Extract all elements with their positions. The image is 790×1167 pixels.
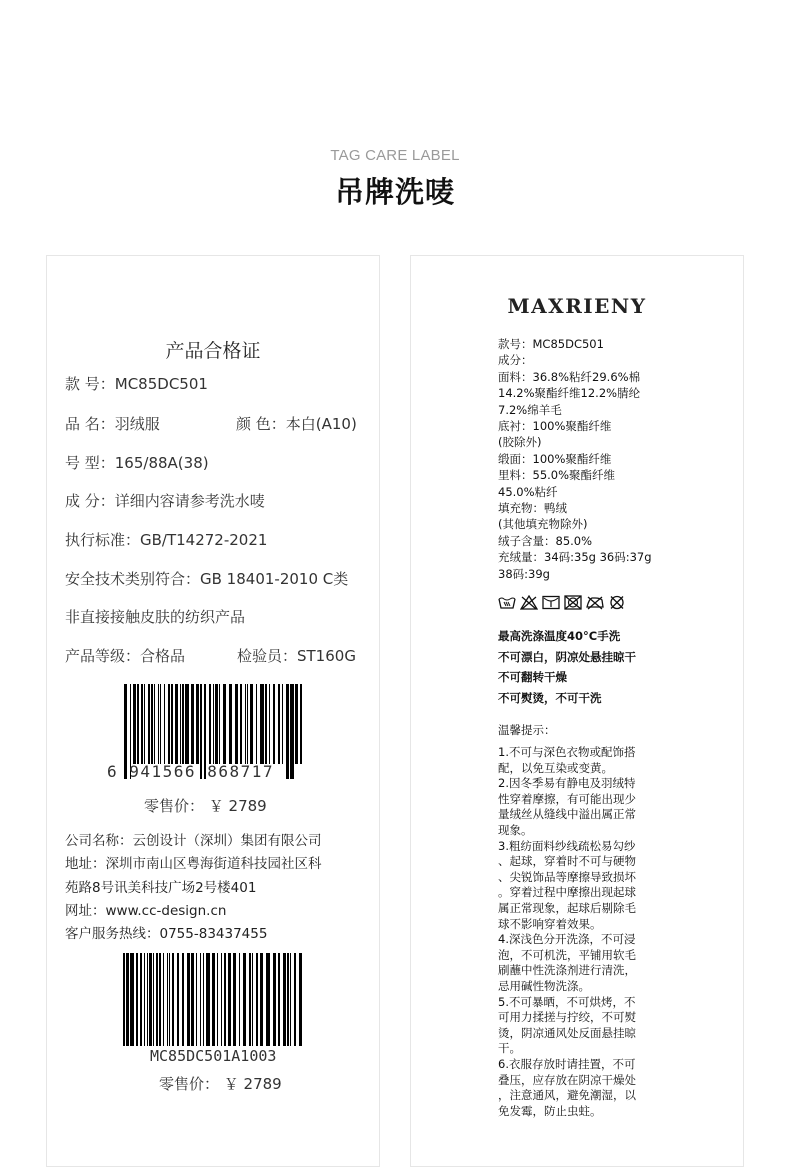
composition-line: 成分： [498,353,533,368]
tip-line: 。穿着过程中摩擦出现起球 [498,885,636,900]
hang-dry-icon [542,595,560,610]
barcode-bar [191,684,194,764]
inspector: 检验员：ST160G [237,647,356,665]
tip-line: 可用力揉搓与拧绞，不可熨 [498,1010,636,1025]
barcode-bar [273,953,276,1046]
tip-line: 刷蘸中性洗涤剂进行清洗， [498,963,636,978]
barcode-bar [256,953,258,1046]
tip-line: 球不影响穿着效果。 [498,916,602,931]
no-tumble-dry-icon [564,595,582,610]
no-iron-icon [586,595,604,610]
barcode-bar [250,684,253,764]
barcode-bar [141,684,143,764]
tip-line: 4.深浅色分开洗涤，不可浸 [498,932,636,947]
barcode-bar [151,684,153,764]
barcode-bar [159,953,161,1046]
barcode-sku-text: MC85DC501A1003 [150,1047,277,1065]
barcode-bar [158,684,159,764]
care-instruction-line: 最高洗涤温度40°C手洗 [498,629,621,643]
composition-line: 面料：36.8%粘纤29.6%棉 [498,369,641,384]
barcode-bar [240,684,242,764]
barcode-bar [153,953,154,1046]
barcode-bar [209,684,211,764]
barcode-bar [229,684,232,764]
barcode-bar [260,684,264,764]
composition-line: 38码:39g [498,566,550,581]
barcode-bar [126,953,129,1046]
care-instruction-line: 不可翻转干燥 [498,670,567,684]
barcode-bar [187,953,190,1046]
barcode-bar [290,684,294,779]
tip-line: 烫，阴凉通风处反面悬挂晾 [498,1025,636,1040]
retail-price: 零售价： ￥ 2789 [144,797,267,815]
composition-line: 填充物：鸭绒 [498,501,567,515]
barcode-bar [278,953,280,1046]
care-instruction-line: 不可漂白，阴凉处悬挂晾干 [498,649,636,664]
barcode-bar [287,953,289,1046]
barcode-bar [164,684,165,764]
product-size: 号 型：165/88A(38) [65,454,209,472]
barcode-bar [206,953,210,1046]
tip-line: 性穿着摩擦，有可能出现少 [498,791,636,806]
retail-price-bottom: 零售价： ￥ 2789 [159,1075,282,1093]
barcode-bar [300,684,302,764]
barcode-bar [233,953,236,1046]
barcode-bar [203,953,204,1046]
tip-line: 属正常现象，起球后剔除毛 [498,901,636,915]
brand-logo: MAXRIENY [507,294,647,318]
company-address: 地址：深圳市南山区粤海街道科技园社区科 [65,856,322,872]
tip-line: 1.不可与深色衣物或配饰搭 [498,745,636,759]
tip-line: 3.粗纺面料纱线疏松易勾纱 [498,838,636,853]
tip-line: 2.因冬季易有静电及羽绒特 [498,776,636,791]
barcode-bar [217,953,218,1046]
product-composition: 成 分：详细内容请参考洗水唛 [65,492,265,510]
tip-line: 泡，不可机洗，平铺用软毛 [498,947,636,962]
barcode-bar [252,953,253,1046]
hand-wash-icon [498,595,516,610]
barcode-bar [163,953,164,1046]
barcode-bar [140,953,142,1046]
page-title: 吊牌洗唛 [334,175,455,209]
certificate-title: 产品合格证 [165,340,261,362]
barcode-bar [256,684,257,764]
barcode-bar [171,684,173,764]
composition-line: 绒子含量：85.0% [498,533,593,548]
barcode-bar [223,684,226,764]
barcode-bar [200,953,201,1046]
barcode-bar [286,684,289,779]
barcode-bar [182,684,184,764]
header-subtitle: TAG CARE LABEL [330,147,460,164]
barcode-bar [295,684,298,764]
barcode-bar [147,953,148,1046]
barcode-bar [175,684,178,764]
barcode-bar [219,684,220,764]
composition-line: (其他填充物除外) [498,517,588,532]
barcode-bar [191,953,194,1046]
barcode-bar [299,953,302,1046]
barcode-sku [123,953,305,1046]
composition-line: 充绒量：34码:35g 36码:37g [498,550,652,565]
composition-line: 缎面：100%聚酯纤维 [498,451,612,466]
barcode-bar [245,684,246,764]
barcode-bar [196,684,199,764]
barcode-bar [137,684,139,764]
composition-line: 款号：MC85DC501 [498,337,604,351]
barcode-bar [172,953,174,1046]
barcode-bar [221,953,222,1046]
barcode-bar [196,953,197,1046]
certificate-card [46,255,380,1167]
barcode-bar [266,953,270,1046]
barcode-bar [265,684,267,764]
tip-line: 量绒丝从缝线中溢出属正常 [498,807,636,822]
barcode-bar [283,953,286,1046]
composition-line: 7.2%绵羊毛 [498,402,562,417]
customer-hotline: 客户服务热线：0755-83437455 [65,926,268,942]
tip-line: 、尖锐饰品等摩擦导致损坏 [498,869,636,884]
barcode-bar [212,953,215,1046]
barcode-bar [247,684,248,764]
tip-line: 干。 [498,1041,521,1056]
barcode-bar [282,684,283,764]
composition-line: 45.0%粘纤 [498,484,558,499]
composition-line: 底衬：100%聚酯纤维 [498,419,612,433]
barcode-bar [167,953,168,1046]
care-symbols [498,595,626,610]
barcode-bar [168,684,170,764]
product-color: 颜 色：本白(A10) [236,415,357,433]
company-website: 网址：www.cc-design.cn [65,903,227,919]
barcode-bar [133,684,136,764]
composition-line: 里料：55.0%聚酯纤维 [498,468,616,483]
style-number: 款 号：MC85DC501 [65,375,208,393]
barcode-bar [144,953,145,1046]
barcode-bar [213,684,214,764]
barcode-bar [185,684,189,764]
no-dry-clean-icon [608,595,626,610]
safety-category: 安全技术类别符合：GB 18401-2010 C类 [65,570,349,588]
barcode-bar [148,684,150,764]
execution-standard: 执行标准：GB/T14272-2021 [65,531,268,549]
composition-line: 14.2%聚酯纤维12.2%腈纶 [498,386,641,401]
barcode-bar [169,953,170,1046]
barcode-bar [154,684,155,764]
barcode-bar [269,684,270,764]
care-instruction-line: 不可熨烫，不可干洗 [498,690,602,705]
barcode-bar [144,684,145,764]
tip-line: 忌用碱性物洗涤。 [498,979,590,993]
barcode-bar [243,953,246,1046]
tip-line: 叠压，应存放在阴凉干燥处 [498,1072,636,1087]
barcode-bar [260,953,263,1046]
company-address-line2: 苑路8号讯美科技广场2号楼401 [65,880,257,896]
barcode-bar [177,953,179,1046]
tip-line: ，注意通风，避免潮湿，以 [498,1088,636,1103]
tip-line: 现象。 [498,823,533,837]
tip-line: 免发霉，防止虫蛀。 [498,1103,602,1118]
no-bleach-icon [520,595,538,610]
barcode-bar [156,953,158,1046]
barcode-bar [290,953,291,1046]
safety-category-desc: 非直接接触皮肤的纺织产品 [65,608,246,626]
barcode-bar [180,684,181,764]
product-name: 品 名：羽绒服 [65,415,160,433]
barcode-bar [160,684,161,764]
wash-label-card [410,255,744,1167]
barcode-bar [235,684,238,764]
barcode-bar [239,953,240,1046]
barcode-bar [278,684,280,764]
barcode-bar [249,953,251,1046]
barcode-bar [224,953,226,1046]
tip-line: 6.衣服存放时请挂置，不可 [498,1057,636,1071]
product-grade: 产品等级：合格品 [65,647,186,665]
tip-line: 、起球，穿着时不可与硬物 [498,854,636,869]
barcode-bar [215,684,218,764]
barcode-bar [130,953,134,1046]
composition-line: (胶除外) [498,435,542,450]
barcode-bar [123,953,125,1046]
tip-line: 5.不可暴晒，不可烘烤，不 [498,994,636,1009]
barcode-bar [182,953,184,1046]
company-name: 公司名称：云创设计（深圳）集团有限公司 [65,833,322,849]
barcode-bar [228,953,231,1046]
tips-title: 温馨提示： [498,723,556,737]
barcode-ean-digits: 6 941566 868717 [107,762,274,781]
barcode-bar [136,953,138,1046]
tip-line: 配，以免互染或变黄。 [498,760,613,775]
barcode-bar [149,953,152,1046]
barcode-bar [294,953,296,1046]
barcode-bar [273,684,275,764]
